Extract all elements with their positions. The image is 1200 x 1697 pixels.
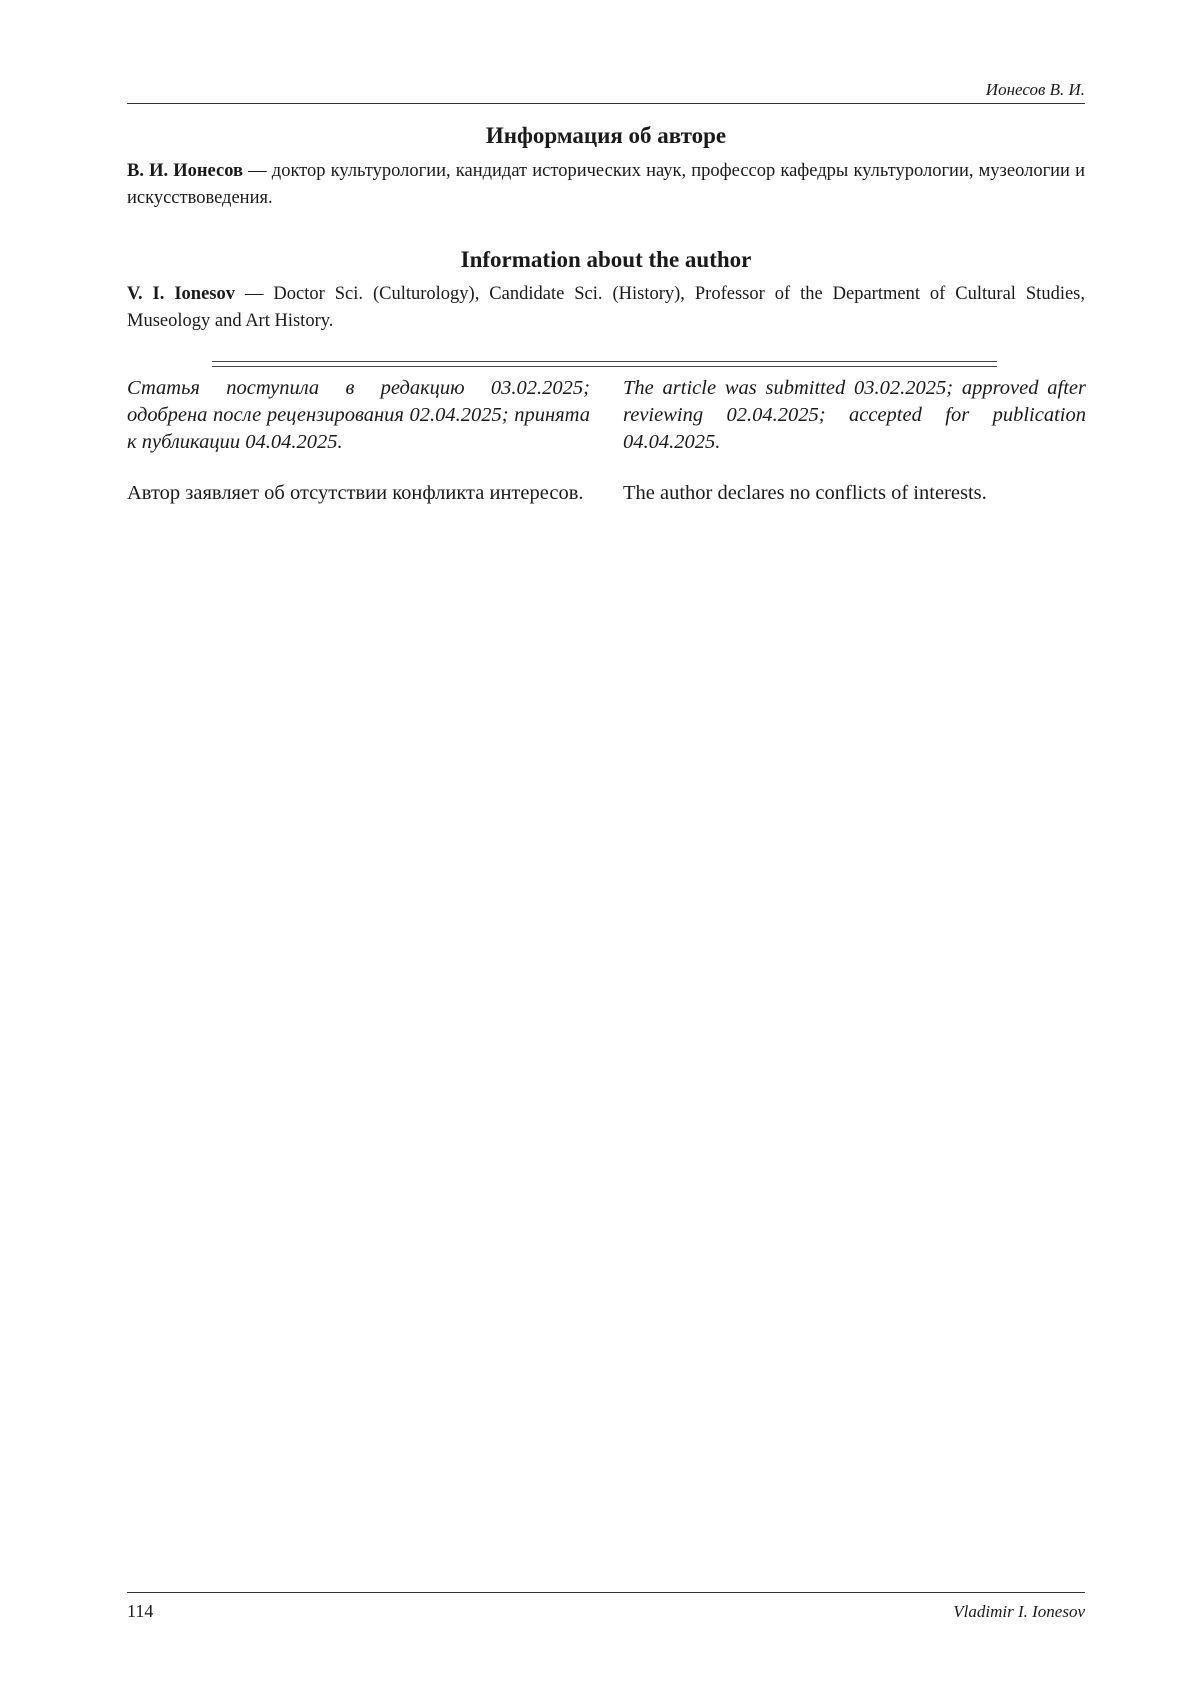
author-name-ru: В. И. Ионесов [127, 161, 243, 181]
author-name-en: V. I. Ionesov [127, 284, 235, 304]
author-bio-text-en: — Doctor Sci. (Culturology), Candidate Sci. (History), Professor of the Department of Cultural Studies, Museology and Art History. [127, 284, 1085, 331]
article-dates-ru: Статья поступила в редакцию 03.02.2025; одобрена после рецензирования 02.04.2025; принята к публикации 04.04.2025. [127, 377, 590, 453]
author-bio-ru [127, 158, 1085, 211]
article-dates-en: The article was submitted 03.02.2025; approved after reviewing 02.04.2025; accepted for publication 04.04.2025. [623, 377, 1086, 453]
conflict-statement-ru: Автор заявляет об отсутствии конфликта интересов. [127, 482, 584, 504]
author-info-title-en: Information about the author [460, 247, 752, 272]
author-bio-text-ru: — доктор культурологии, кандидат исторических наук, профессор кафедры культурологии, музеологии и искусствоведения. [127, 161, 1085, 208]
conflict-statement-en: The author declares no conflicts of interests. [623, 482, 987, 504]
running-foot: Vladimir I. Ionesov [953, 1602, 1085, 1621]
running-head: Ионесов В. И. [985, 80, 1085, 99]
author-bio-en [127, 281, 1085, 334]
author-info-title-ru: Информация об авторе [485, 123, 727, 148]
header-rule [127, 103, 1085, 104]
section-divider [212, 361, 997, 367]
footer-rule [127, 1592, 1085, 1593]
page-number: 114 [127, 1601, 154, 1621]
